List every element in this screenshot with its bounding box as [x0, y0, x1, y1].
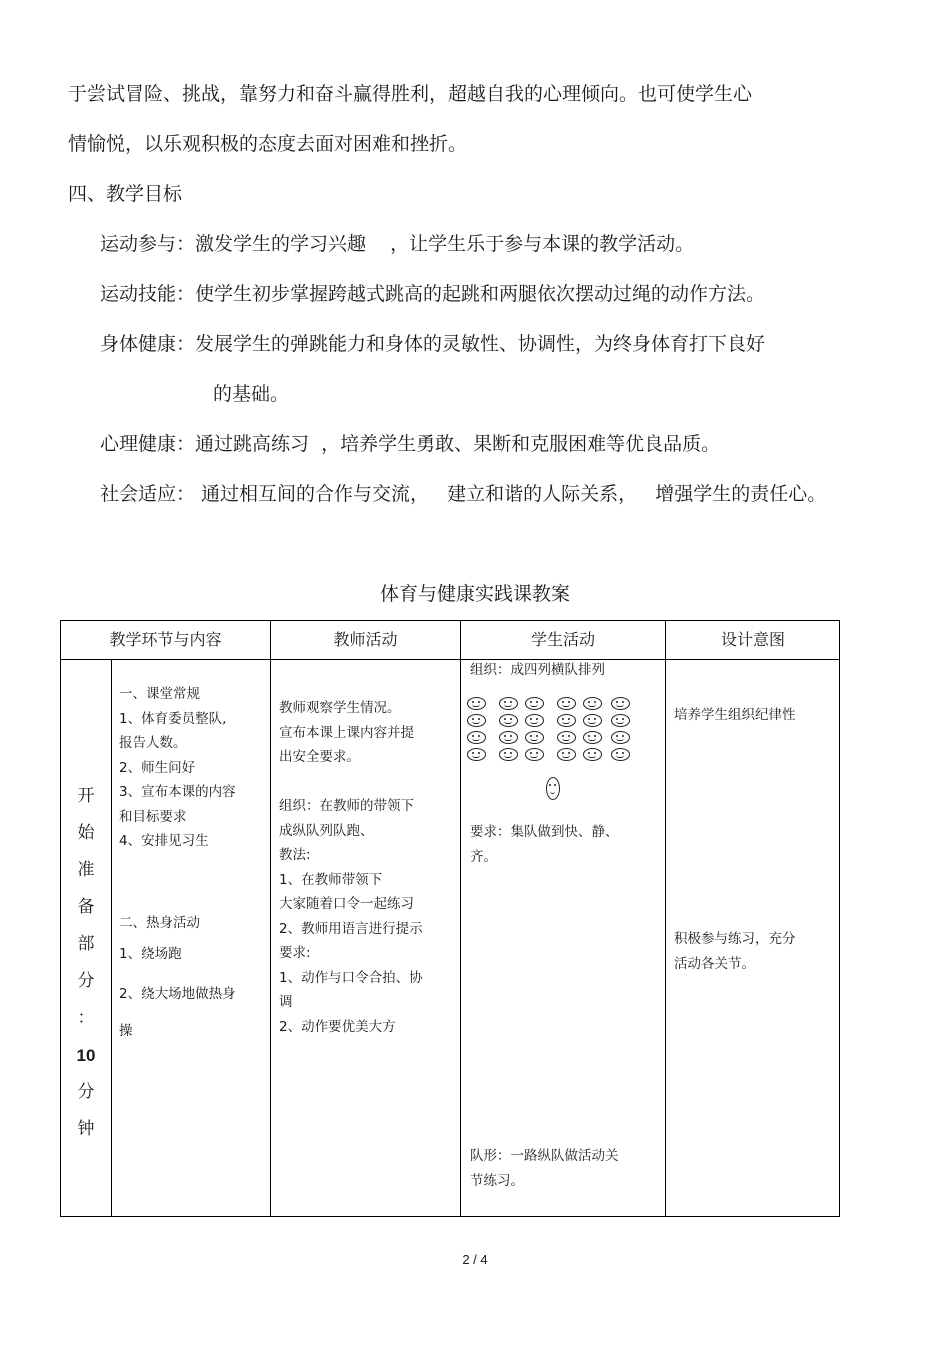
- goal-label: 运动技能：: [100, 283, 196, 305]
- goals-heading: 四、教学目标: [68, 183, 183, 205]
- teacher-line: 2、动作要优美大方: [279, 1018, 396, 1035]
- section-char: 准: [77, 860, 95, 880]
- page-number: 2 / 4: [462, 1252, 488, 1267]
- goal-text: 通过跳高练习 ，培养学生勇敢、果断和克服困难等优良品质。: [195, 433, 721, 455]
- goal-text: 发展学生的弹跳能力和身体的灵敏性、协调性，为终身体育打下良好: [195, 333, 766, 355]
- student-icon: [583, 697, 602, 710]
- goal-health-continued: 的基础。: [213, 383, 290, 405]
- goal-label: 社会适应：: [100, 483, 196, 505]
- goal-health: [100, 332, 765, 356]
- teacher-line: 教法:: [279, 847, 311, 863]
- header-teacher: 教师活动: [333, 630, 398, 649]
- teacher-line: 宣布本课上课内容并提: [279, 724, 414, 741]
- teacher-routine: [279, 696, 414, 770]
- content-routine: [119, 682, 236, 854]
- student-icon: [611, 697, 630, 710]
- teacher-line: 2、教师用语言进行提示: [279, 920, 423, 937]
- student-line: 节练习。: [470, 1172, 524, 1189]
- student-icon: [583, 748, 602, 761]
- content-line: 1、体育委员整队,: [119, 710, 227, 727]
- student-icon: [557, 714, 576, 727]
- design-participation: [674, 927, 796, 976]
- student-icon: [467, 697, 486, 710]
- student-icon: [611, 714, 630, 727]
- content-line: 4、安排见习生: [119, 833, 209, 849]
- section-char: 始: [77, 823, 95, 843]
- content-line: 2、师生问好: [119, 759, 196, 776]
- goal-text: 使学生初步掌握跨越式跳高的起跳和两腿依次摆动过绳的动作方法。: [195, 283, 766, 305]
- student-icon: [583, 731, 602, 744]
- content-line: 操: [119, 1023, 133, 1039]
- student-requirement: [470, 820, 619, 869]
- section-char: ：: [77, 1008, 95, 1028]
- goal-skills: [100, 282, 765, 306]
- teacher-line: 组织：在教师的带领下: [279, 798, 414, 814]
- student-line: 要求：集队做到快、静、: [470, 824, 619, 840]
- student-icon: [499, 748, 518, 761]
- section-divider: [111, 659, 112, 1216]
- design-line: 活动各关节。: [674, 955, 755, 972]
- section-char: 开: [77, 786, 95, 806]
- section-minutes: 10: [76, 1046, 96, 1065]
- student-icon: [557, 697, 576, 710]
- student-icon: [525, 731, 544, 744]
- header-design: 设计意图: [720, 630, 785, 649]
- teacher-icon: [546, 777, 560, 800]
- student-icon: [499, 697, 518, 710]
- student-icon: [611, 748, 630, 761]
- student-icon: [499, 731, 518, 744]
- goal-social: [100, 482, 826, 506]
- student-organization: 组织：成四列横队排列: [470, 662, 605, 678]
- teacher-line: 1、动作与口令合拍、协: [279, 969, 423, 986]
- student-icon: [525, 714, 544, 727]
- section-char: 钟: [77, 1119, 95, 1139]
- lesson-plan-title: 体育与健康实践课教案: [379, 583, 570, 605]
- content-line: 二、热身活动: [119, 915, 200, 931]
- teacher-line: 要求:: [279, 945, 311, 961]
- column-divider: [460, 621, 461, 1216]
- goal-label: 心理健康：: [100, 433, 196, 455]
- goal-label: 身体健康：: [100, 333, 196, 355]
- teacher-line: 调: [279, 994, 293, 1010]
- content-line: 3、宣布本课的内容: [119, 784, 236, 800]
- section-char: 分: [77, 1082, 95, 1102]
- intro-line-1: 于尝试冒险、挑战，靠努力和奋斗赢得胜利，超越自我的心理倾向。也可使学生心: [68, 83, 753, 105]
- teacher-warmup: [279, 794, 423, 1039]
- teacher-line: 大家随着口令一起练习: [279, 896, 414, 912]
- column-divider: [665, 621, 666, 1216]
- header-content: 教学环节与内容: [109, 630, 222, 649]
- student-icon: [557, 748, 576, 761]
- student-icon: [467, 714, 486, 727]
- content-line: 和目标要求: [119, 808, 187, 825]
- intro-line-2: 情愉悦，以乐观积极的态度去面对困难和挫折。: [68, 133, 468, 155]
- header-student: 学生活动: [530, 630, 595, 649]
- student-icon: [525, 697, 544, 710]
- student-line: 队形：一路纵队做活动关: [470, 1148, 619, 1164]
- student-icon: [467, 748, 486, 761]
- header-divider: [61, 659, 839, 660]
- design-line: 积极参与练习，充分: [674, 931, 796, 947]
- student-icon: [583, 714, 602, 727]
- content-warmup-exercise: [119, 976, 236, 1050]
- content-line: 一、课堂常规: [119, 686, 200, 702]
- student-formation-note: [470, 1144, 619, 1193]
- section-char: 备: [77, 897, 95, 917]
- content-line: 1、绕场跑: [119, 946, 182, 962]
- section-char: 部: [77, 934, 95, 954]
- goal-mental: [100, 432, 720, 456]
- student-icon: [525, 748, 544, 761]
- goal-text: 通过相互间的合作与交流， 建立和谐的人际关系， 增强学生的责任心。: [195, 483, 827, 505]
- teacher-line: 成纵队列队跑、: [279, 822, 374, 839]
- student-icon: [611, 731, 630, 744]
- student-line: 齐。: [470, 848, 497, 865]
- teacher-line: 教师观察学生情况。: [279, 700, 401, 716]
- lesson-plan-table: [60, 620, 840, 1217]
- design-discipline: 培养学生组织纪律性: [674, 707, 796, 723]
- goal-participation: [100, 232, 694, 256]
- student-icon: [557, 731, 576, 744]
- goal-label: 运动参与：: [100, 233, 196, 255]
- content-line: 报告人数。: [119, 735, 187, 751]
- goal-text: 激发学生的学习兴趣 ，让学生乐于参与本课的教学活动。: [195, 233, 695, 255]
- column-divider: [270, 621, 271, 1216]
- section-label: [61, 778, 111, 1148]
- teacher-line: 1、在教师带领下: [279, 871, 383, 888]
- section-char: 分: [77, 971, 95, 991]
- content-line: 2、绕大场地做热身: [119, 986, 236, 1002]
- student-icon: [499, 714, 518, 727]
- student-icon: [467, 731, 486, 744]
- content-warmup: [119, 908, 200, 970]
- teacher-line: 出安全要求。: [279, 749, 360, 765]
